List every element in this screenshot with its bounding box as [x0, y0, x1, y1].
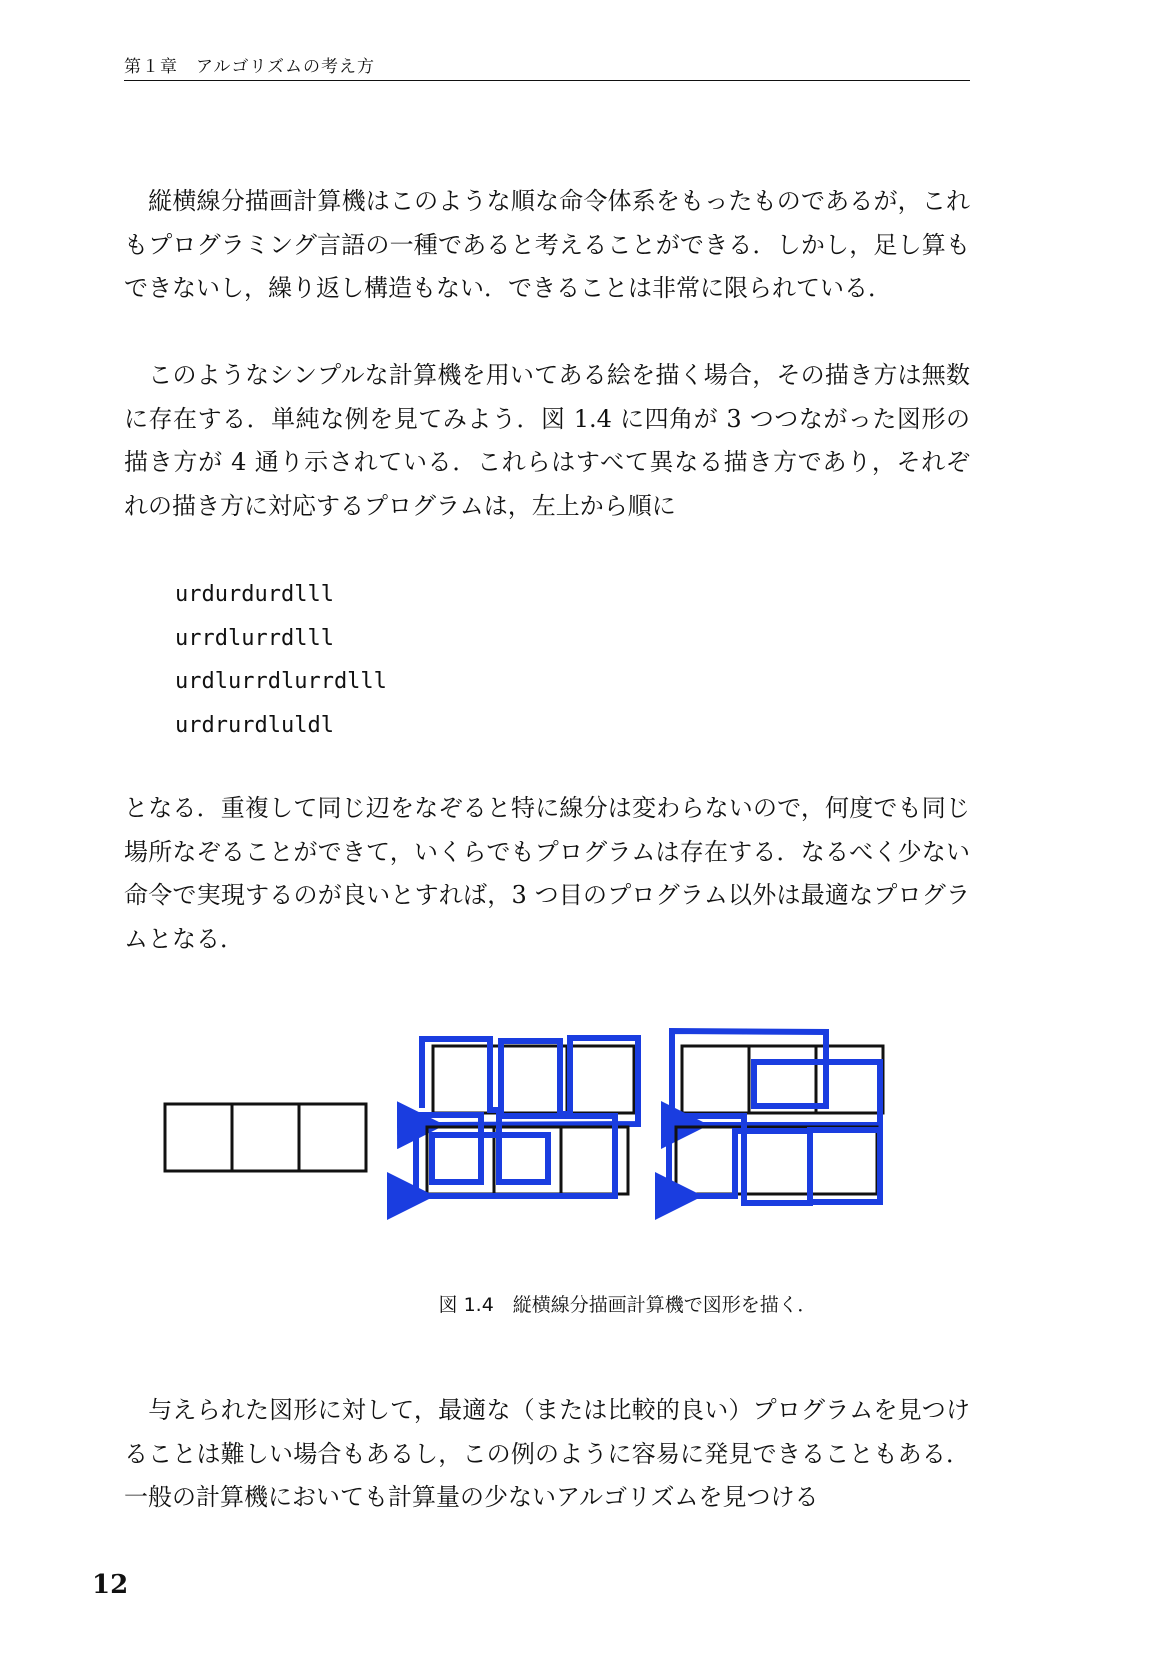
paragraph-2: このようなシンプルな計算機を用いてある絵を描く場合，その描き方は無数に存在する．単純な例を見てみよう．図 1.4 に四角が 3 つつながった図形の描き方が 4 通り示されている．これらはすべて異なる描き方であり，それぞれの描き方に対応するプログラムは，左上から順に — [124, 361, 970, 520]
program-line-3: urdlurrdlurrdlll — [175, 669, 387, 694]
drawing-panel-3 — [416, 1115, 628, 1196]
paragraph-3: となる．重複して同じ辺をなぞると特に線分は変わらないので，何度でも同じ場所なぞることができて，いくらでもプログラムは存在する．なるべく少ない命令で実現するのが良いとすれば，3 つ目のプログラム以外は最適なプログラムとなる． — [124, 794, 970, 953]
drawing-panel-4 — [669, 1116, 880, 1203]
program-line-2: urrdlurrdlll — [175, 625, 334, 651]
drawing-panel-2 — [672, 1031, 883, 1125]
drawing-panel-1 — [422, 1038, 638, 1125]
program-path-4 — [669, 1116, 880, 1203]
header-rule — [124, 80, 970, 81]
figure-caption: 図 1.4 縦横線分描画計算機で図形を描く． — [438, 1294, 817, 1316]
program-line-4: urdrurdluldl — [175, 712, 334, 738]
page-number: 12 — [92, 1570, 129, 1600]
program-line-1: urdurdurdlll — [175, 582, 334, 607]
running-head: 第１章 アルゴリズムの考え方 — [124, 57, 375, 77]
program-list — [175, 573, 387, 747]
reference-square-2 — [232, 1104, 299, 1171]
reference-square-1 — [165, 1104, 232, 1171]
figure-1-4 — [150, 1012, 950, 1282]
paragraph-4: 与えられた図形に対して，最適な（または比較的良い）プログラムを見つけることは難しい場合もあるし，この例のように容易に発見できることもある．一般の計算機においても計算量の少ないアルゴリズムを見つける — [124, 1396, 970, 1511]
reference-shape — [165, 1104, 366, 1171]
reference-square-3 — [299, 1104, 366, 1171]
paragraph-1: 縦横線分描画計算機はこのような順な命令体系をもったものであるが，これもプログラミング言語の一種であると考えることができる．しかし，足し算もできないし，繰り返し構造もない．できることは非常に限られている． — [124, 187, 970, 302]
